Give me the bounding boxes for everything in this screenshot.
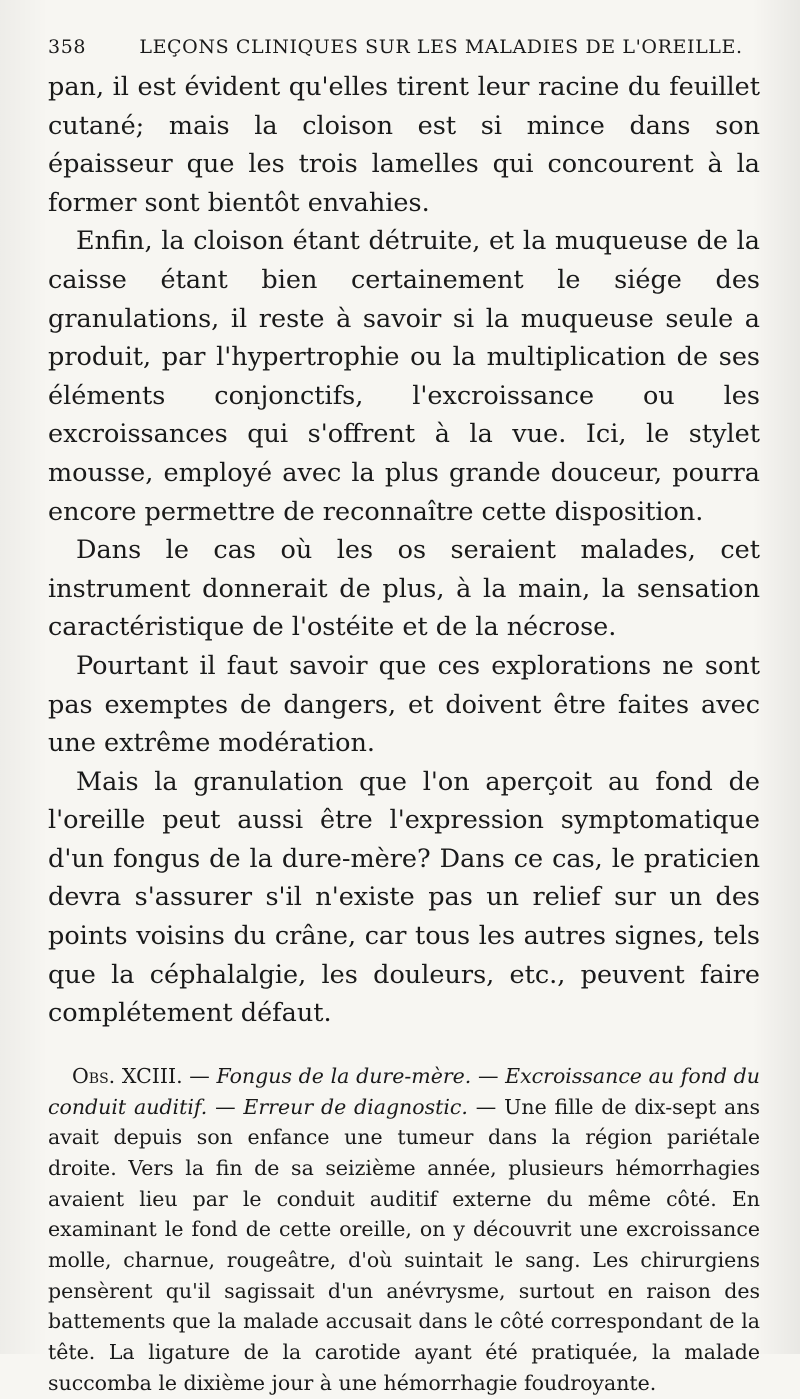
paragraph-5: Mais la granulation que l'on aperçoit au fond de l'oreille peut aussi être l'expression symptomatique d'un fongus de la dure-mère? Dans ce cas, le praticien devra s'assurer s'il n'existe pas un relief sur un des points voisins du crâne, car tous les autres signes, tels que la céphalalgie, les douleurs, etc., peuvent faire complétement défaut. — [48, 766, 760, 1029]
observation-text: Une fille de dix-sept ans avait depuis son enfance une tumeur dans la région pariétale droite. Vers la fin de sa seizième année, plusieurs hémorrhagies avaient lieu par le conduit auditif externe du même côté. En examinant le fond de cette oreille, on y découvrit une excroissance molle, charnue, rougeâtre, d'où suintait le sang. Les chirurgiens pensèrent qu'il sagissait d'un anévrysme, surtout en raison des battements que la malade accusait dans le côté correspondant de la tête. La ligature de la carotide ayant été pratiquée, la malade succomba le dixième jour à une hémorrhagie foudroyante. — [48, 1094, 760, 1395]
page-number: 358 — [48, 36, 87, 58]
observation-label: Obs. XCIII. — [72, 1063, 183, 1088]
body-text — [48, 68, 760, 1033]
observation-subtitle-2: Erreur de diagnostic. — [243, 1094, 468, 1119]
observation-block — [48, 1061, 760, 1399]
observation-subtitle: Excroissance au fond du conduit auditif. — [48, 1063, 760, 1119]
paragraph-4: Pourtant il faut savoir que ces explorations ne sont pas exemptes de dangers, et doivent être faites avec une extrême modération. — [48, 650, 760, 759]
paragraph-3: Dans le cas où les os seraient malades, cet instrument donnerait de plus, à la main, la sensation caractéristique de l'ostéite et de la nécrose. — [48, 535, 760, 643]
paragraph-1: pan, il est évident qu'elles tirent leur racine du feuillet cutané; mais la cloison est si mince dans son épaisseur que les trois lamelles qui concourent à la former sont bientôt envahies. — [48, 72, 760, 218]
running-title: LEÇONS CLINIQUES SUR LES MALADIES DE L'OREILLE. — [139, 36, 743, 58]
observation-title: Fongus de la dure-mère. — [216, 1063, 472, 1088]
observation-paragraph — [48, 1061, 760, 1399]
paragraph-2: Enfin, la cloison étant détruite, et la muqueuse de la caisse étant bien certainement le siége des granulations, il reste à savoir si la muqueuse seule a produit, par l'hypertrophie ou la multiplication de ses éléments conjonctifs, l'excroissance ou les excroissances qui s'offrent à la vue. Ici, le stylet mousse, employé avec la plus grande douceur, pourra encore permettre de reconnaître cette disposition. — [48, 226, 760, 527]
running-head — [48, 36, 760, 58]
observation-dash-3: — — [207, 1094, 244, 1119]
observation-dash-1: — — [182, 1063, 217, 1088]
observation-dash-2: — — [471, 1063, 506, 1088]
observation-dash-4: — — [467, 1094, 505, 1119]
